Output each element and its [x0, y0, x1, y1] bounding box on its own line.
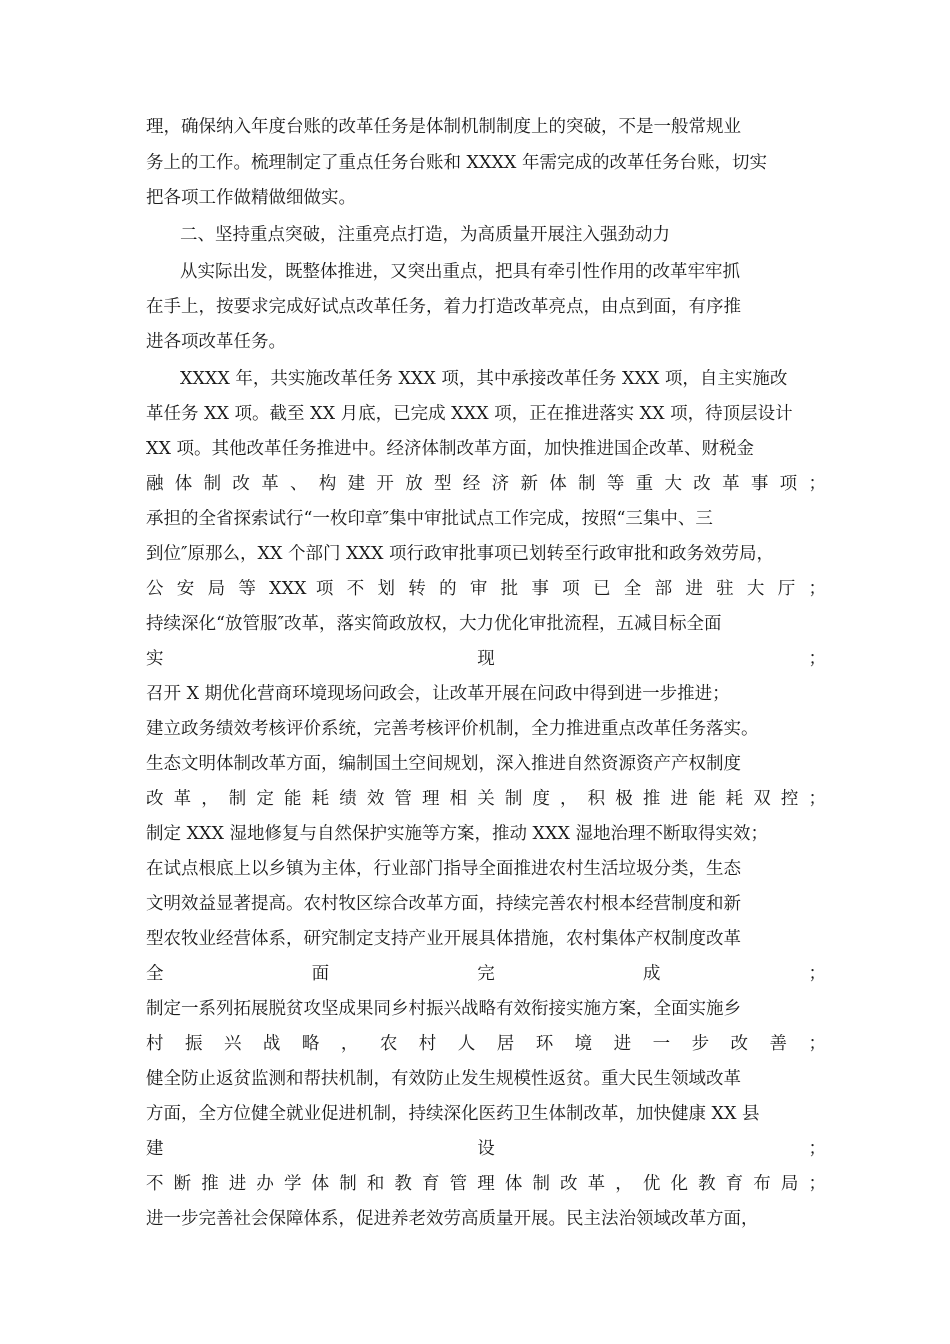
body-text-line: 方面，全方位健全就业促进机制，持续深化医药卫生体制改革，加快健康 XX 县 — [146, 1104, 760, 1124]
body-text-line: 从实际出发，既整体推进，又突出重点，把具有牵引性作用的改革牢牢抓 — [180, 262, 740, 282]
body-text-line: XX 项。其他改革任务推进中。经济体制改革方面，加快推进国企改革、财税金 — [146, 439, 754, 459]
body-text-line: XXXX 年，共实施改革任务 XXX 项，其中承接改革任务 XXX 项，自主实施改 — [180, 369, 788, 389]
body-text-line: 融 体 制 改 革 、 构 建 开 放 型 经 济 新 体 制 等 重 大 改 革 事 项 ； — [146, 474, 826, 494]
body-text-line: 实 现 ； — [146, 649, 826, 669]
body-text-line: 村 振 兴 战 略 ， 农 村 人 居 环 境 进 一 步 改 善 ； — [146, 1034, 826, 1054]
body-text-line: 把各项工作做精做细做实。 — [146, 188, 356, 208]
body-text-line: 制定 XXX 湿地修复与自然保护实施等方案，推动 XXX 湿地治理不断取得实效； — [146, 824, 768, 844]
body-text-line: 务上的工作。梳理制定了重点任务台账和 XXXX 年需完成的改革任务台账，切实 — [146, 153, 767, 173]
body-text-line: 革任务 XX 项。截至 XX 月底，已完成 XXX 项，正在推进落实 XX 项，待顶层设计 — [146, 404, 793, 424]
body-text-line: 承担的全省探索试行“一枚印章″集中审批试点工作完成，按照“三集中、三 — [146, 509, 713, 529]
body-text-line: 制定一系列拓展脱贫攻坚成果同乡村振兴战略有效衔接实施方案，全面实施乡 — [146, 999, 741, 1019]
body-text-line: 生态文明体制改革方面，编制国土空间规划，深入推进自然资源资产产权制度 — [146, 754, 741, 774]
body-text-line: 健全防止返贫监测和帮扶机制，有效防止发生规模性返贫。重大民生领域改革 — [146, 1069, 741, 1089]
body-text-line: 型农牧业经营体系，研究制定支持产业开展具体措施，农村集体产权制度改革 — [146, 929, 741, 949]
section-heading: 二、坚持重点突破，注重亮点打造，为高质量开展注入强劲动力 — [180, 225, 670, 245]
body-text-line: 文明效益显著提高。农村牧区综合改革方面，持续完善农村根本经营制度和新 — [146, 894, 741, 914]
body-text-line: 在试点根底上以乡镇为主体，行业部门指导全面推进农村生活垃圾分类，生态 — [146, 859, 741, 879]
body-text-line: 进各项改革任务。 — [146, 332, 286, 352]
body-text-line: 不 断 推 进 办 学 体 制 和 教 育 管 理 体 制 改 革 ， 优 化 教 育 布 局 ； — [146, 1174, 826, 1194]
body-text-line: 建立政务绩效考核评价系统，完善考核评价机制，全力推进重点改革任务落实。 — [146, 719, 759, 739]
body-text-line: 进一步完善社会保障体系，促进养老效劳高质量开展。民主法治领域改革方面， — [146, 1209, 759, 1229]
body-text-line: 在手上，按要求完成好试点改革任务，着力打造改革亮点，由点到面，有序推 — [146, 297, 741, 317]
body-text-line: 公 安 局 等 XXX 项 不 划 转 的 审 批 事 项 已 全 部 进 驻 大 厅 ； — [146, 579, 826, 599]
body-text-line: 召开 X 期优化营商环境现场问政会，让改革开展在问政中得到进一步推进； — [146, 684, 730, 704]
body-text-line: 改 革 ， 制 定 能 耗 绩 效 管 理 相 关 制 度 ， 积 极 推 进 能 耗 双 控 ； — [146, 789, 826, 809]
body-text-line: 建 设 ； — [146, 1139, 826, 1159]
body-text-line: 理，确保纳入年度台账的改革任务是体制机制制度上的突破，不是一般常规业 — [146, 117, 741, 137]
body-text-line: 持续深化“放管服″改革，落实简政放权，大力优化审批流程，五减目标全面 — [146, 614, 722, 634]
body-text-line: 全 面 完 成 ； — [146, 964, 826, 984]
body-text-line: 到位″原那么，XX 个部门 XXX 项行政审批事项已划转至行政审批和政务效劳局， — [146, 544, 775, 564]
